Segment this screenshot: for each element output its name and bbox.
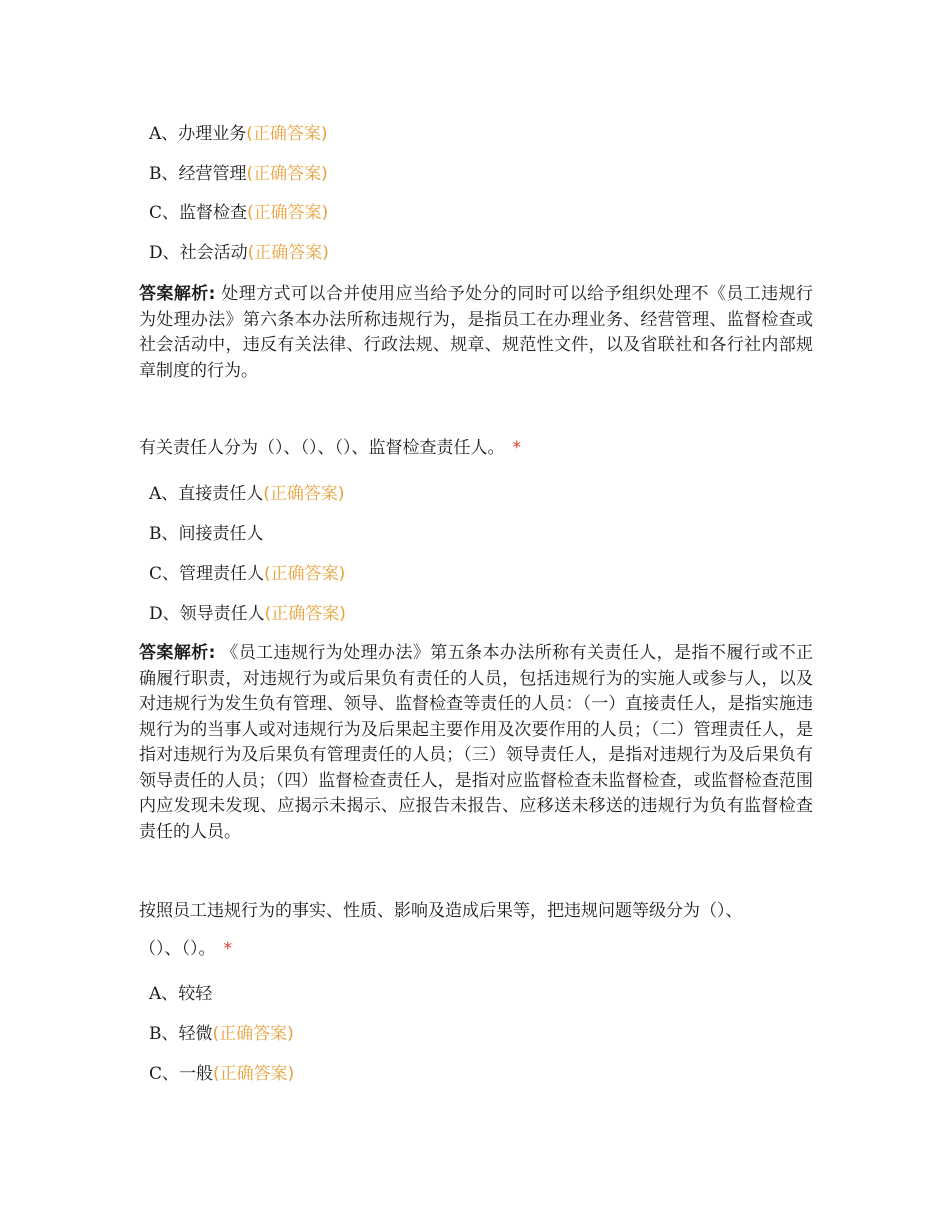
option-separator: 、 <box>162 604 180 624</box>
correct-answer-mark: (正确答案) <box>264 564 346 584</box>
option-letter: C <box>149 564 163 584</box>
q1-option-a[interactable] <box>149 122 328 146</box>
option-text: 直接责任人 <box>178 484 264 504</box>
correct-answer-mark: (正确答案) <box>264 604 346 624</box>
option-separator: 、 <box>161 524 179 544</box>
question-text: （）、（）。 <box>139 939 216 959</box>
option-letter: A <box>149 124 162 144</box>
option-text: 管理责任人 <box>179 564 265 584</box>
explanation-label: 答案解析: <box>139 643 216 663</box>
option-text: 经营管理 <box>178 164 247 184</box>
option-text: 一般 <box>179 1064 214 1084</box>
option-text: 间接责任人 <box>178 524 264 544</box>
option-text: 领导责任人 <box>179 604 265 624</box>
option-text: 较轻 <box>178 984 213 1004</box>
option-text: 监督检查 <box>179 203 248 223</box>
option-separator: 、 <box>162 1064 180 1084</box>
option-letter: B <box>149 524 162 544</box>
option-separator: 、 <box>161 164 179 184</box>
option-letter: D <box>149 604 163 624</box>
q1-option-c[interactable] <box>149 201 328 225</box>
option-separator: 、 <box>161 484 179 504</box>
q3-question-line-1 <box>139 899 743 923</box>
option-text: 社会活动 <box>179 243 248 263</box>
option-letter: D <box>149 243 163 263</box>
option-letter: B <box>149 1024 162 1044</box>
option-separator: 、 <box>161 984 179 1004</box>
correct-answer-mark: (正确答案) <box>247 243 329 263</box>
option-letter: C <box>149 203 163 223</box>
option-separator: 、 <box>161 1024 179 1044</box>
q2-option-a[interactable] <box>149 482 345 506</box>
option-separator: 、 <box>161 124 179 144</box>
q2-option-c[interactable] <box>149 562 345 586</box>
option-letter: B <box>149 164 162 184</box>
option-letter: C <box>149 1064 163 1084</box>
option-letter: A <box>149 984 162 1004</box>
q3-option-a[interactable] <box>149 982 212 1006</box>
option-separator: 、 <box>162 243 180 263</box>
required-mark: * <box>512 438 521 458</box>
q1-explanation <box>139 282 813 384</box>
correct-answer-mark: (正确答案) <box>213 1064 295 1084</box>
q2-question <box>139 436 521 460</box>
question-text: 按照员工违规行为的事实、性质、影响及造成后果等，把违规问题等级分为（）、 <box>139 901 743 921</box>
explanation-text: 处理方式可以合并使用应当给予处分的同时可以给予组织处理不《员工违规行为处理办法》第六条本办法所称违规行为，是指员工在办理业务、经营管理、监督检查或社会活动中，违反有关法律、行政法规、规章、规范性文件，以及省联社和各行社内部规章制度的行为。 <box>139 284 814 381</box>
correct-answer-mark: (正确答案) <box>246 124 328 144</box>
q1-option-b[interactable] <box>149 162 328 186</box>
option-separator: 、 <box>162 564 180 584</box>
q3-option-b[interactable] <box>149 1022 294 1046</box>
option-letter: A <box>149 484 162 504</box>
correct-answer-mark: (正确答案) <box>263 484 345 504</box>
required-mark: * <box>223 939 232 959</box>
option-separator: 、 <box>162 203 180 223</box>
q3-option-c[interactable] <box>149 1062 294 1086</box>
question-text: 有关责任人分为（）、（）、（）、监督检查责任人。 <box>139 438 505 458</box>
explanation-label: 答案解析: <box>139 284 216 304</box>
correct-answer-mark: (正确答案) <box>247 203 329 223</box>
q2-option-b[interactable] <box>149 522 264 546</box>
explanation-text: 《员工违规行为处理办法》第五条本办法所称有关责任人，是指不履行或不正确履行职责，对违规行为或后果负有责任的人员，包括违规行为的实施人或参与人，以及对违规行为发生负有管理、领导、监督检查等责任的人员：（一）直接责任人，是指实施违规行为的当事人或对违规行为及后果起主要作用及次要作用的人员；（二）管理责任人，是指对违规行为及后果负有管理责任的人员；（三）领导责任人，是指对违规行为及后果负有领导责任的人员；（四）监督检查责任人，是指对应监督检查未监督检查，或监督检查范围内应发现未发现、应揭示未揭示、应报告未报告、应移送未移送的违规行为负有监督检查责任的人员。 <box>139 643 814 842</box>
q3-question-line-2 <box>139 937 232 961</box>
correct-answer-mark: (正确答案) <box>246 164 328 184</box>
correct-answer-mark: (正确答案) <box>212 1024 294 1044</box>
q1-option-d[interactable] <box>149 241 329 265</box>
option-text: 办理业务 <box>178 124 247 144</box>
option-text: 轻微 <box>178 1024 213 1044</box>
q2-explanation <box>139 641 813 845</box>
q2-option-d[interactable] <box>149 602 346 626</box>
